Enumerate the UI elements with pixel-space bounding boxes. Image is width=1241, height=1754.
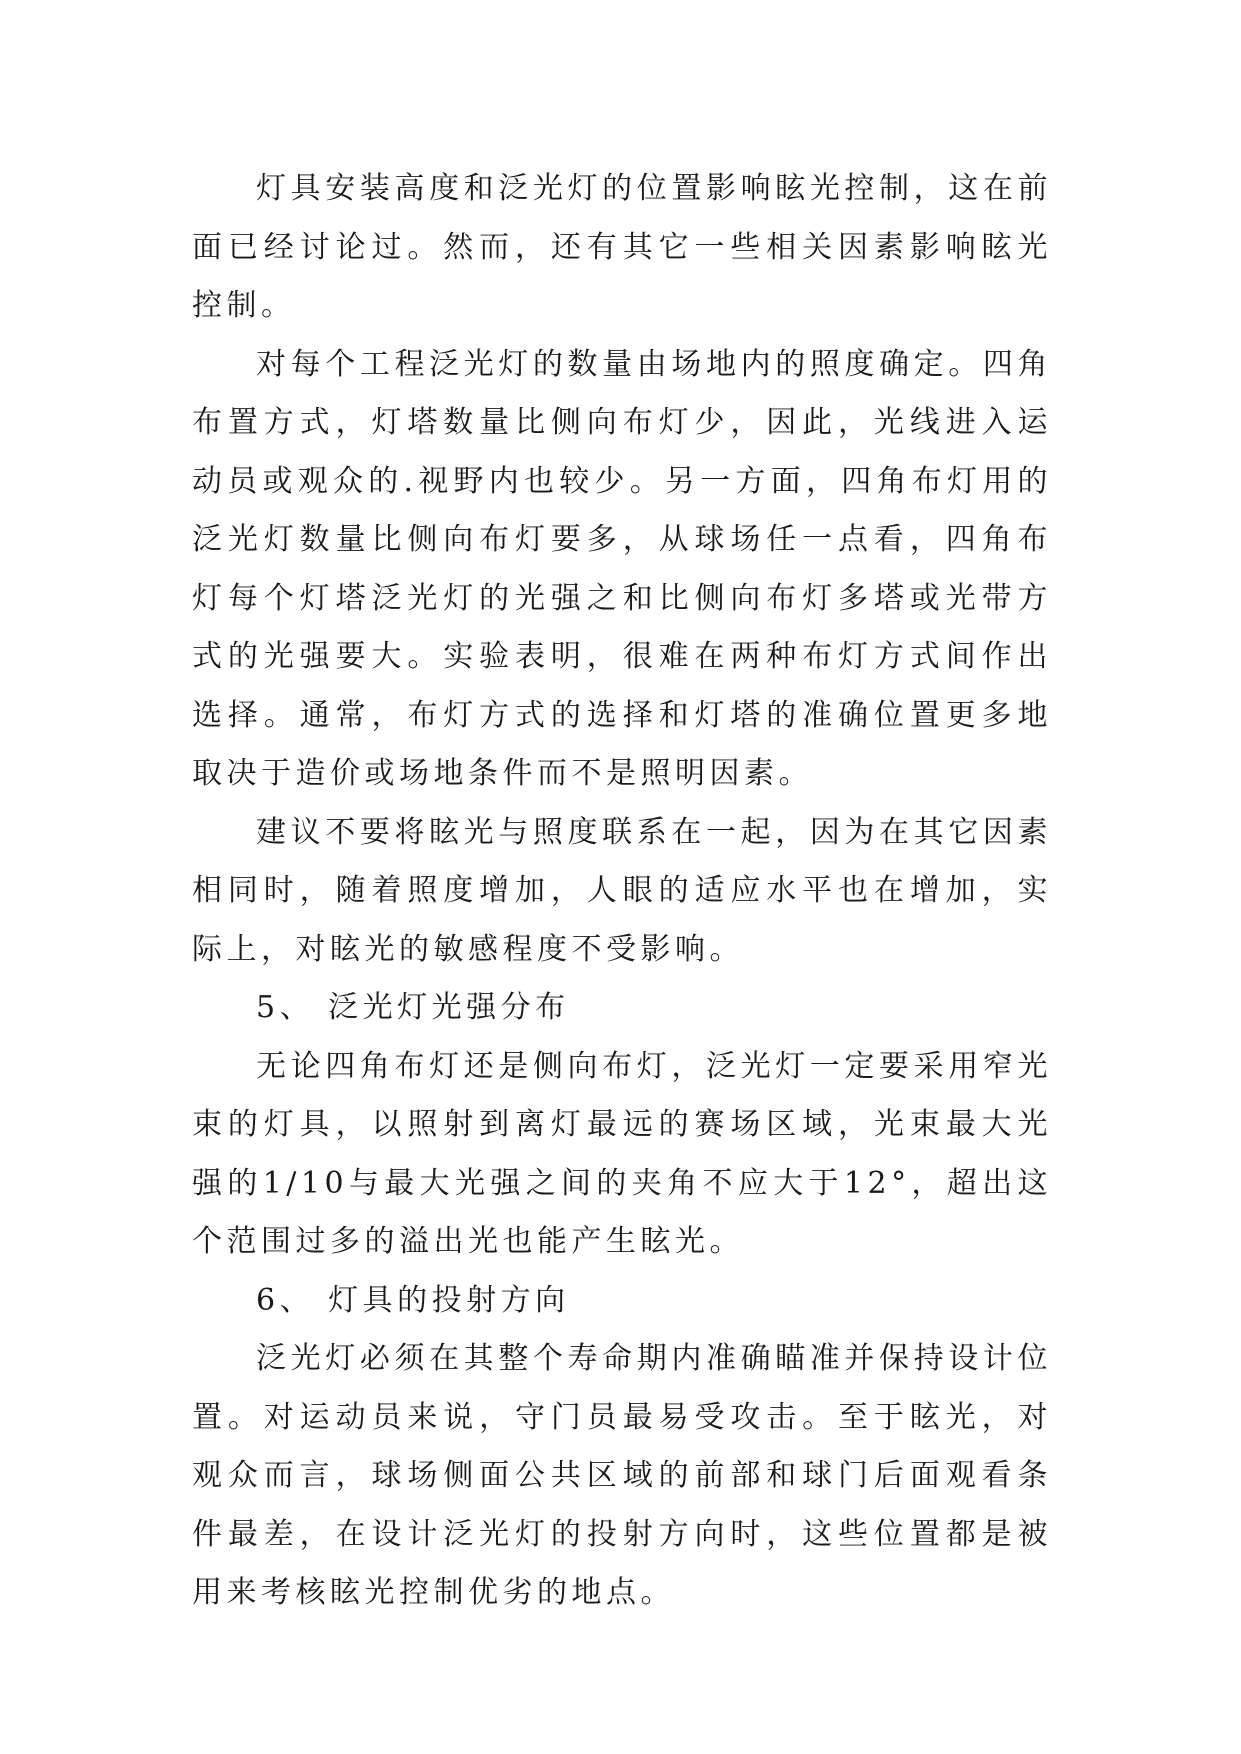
paragraph-glare-illuminance: 建议不要将眩光与照度联系在一起，因为在其它因素相同时，随着照度增加，人眼的适应水平也在增加，实际上，对眩光的敏感程度不受影响。 — [192, 814, 1052, 967]
section-heading-5: 5、 泛光灯光强分布 — [256, 990, 570, 1025]
paragraph-intensity-distribution: 无论四角布灯还是侧向布灯，泛光灯一定要采用窄光束的灯具，以照射到离灯最远的赛场区域，光束最大光强的1/10与最大光强之间的夹角不应大于12°，超出这个范围过多的溢出光也能产生眩光。 — [192, 1048, 1052, 1259]
document-body — [192, 160, 1052, 1623]
section-heading-6: 6、 灯具的投射方向 — [256, 1282, 570, 1318]
paragraph-floodlight-quantity: 对每个工程泛光灯的数量由场地内的照度确定。四角布置方式，灯塔数量比侧向布灯少，因此，光线进入运动员或观众的.视野内也较少。另一方面，四角布灯用的泛光灯数量比侧向布灯要多，从球场任一点看，四角布灯每个灯塔泛光灯的光强之和比侧向布灯多塔或光带方式的光强要大。实验表明，很难在两种布灯方式间作出选择。通常，布灯方式的选择和灯塔的准确位置更多地取决于造价或场地条件而不是照明因素。 — [192, 346, 1052, 791]
paragraph-glare-factors: 灯具安装高度和泛光灯的位置影响眩光控制，这在前面已经讨论过。然而，还有其它一些相关因素影响眩光控制。 — [192, 171, 1052, 323]
paragraph-aiming-direction: 泛光灯必须在其整个寿命期内准确瞄准并保持设计位置。对运动员来说，守门员最易受攻击。至于眩光，对观众而言，球场侧面公共区域的前部和球门后面观看条件最差，在设计泛光灯的投射方向时，这些位置都是被用来考核眩光控制优劣的地点。 — [192, 1341, 1052, 1610]
